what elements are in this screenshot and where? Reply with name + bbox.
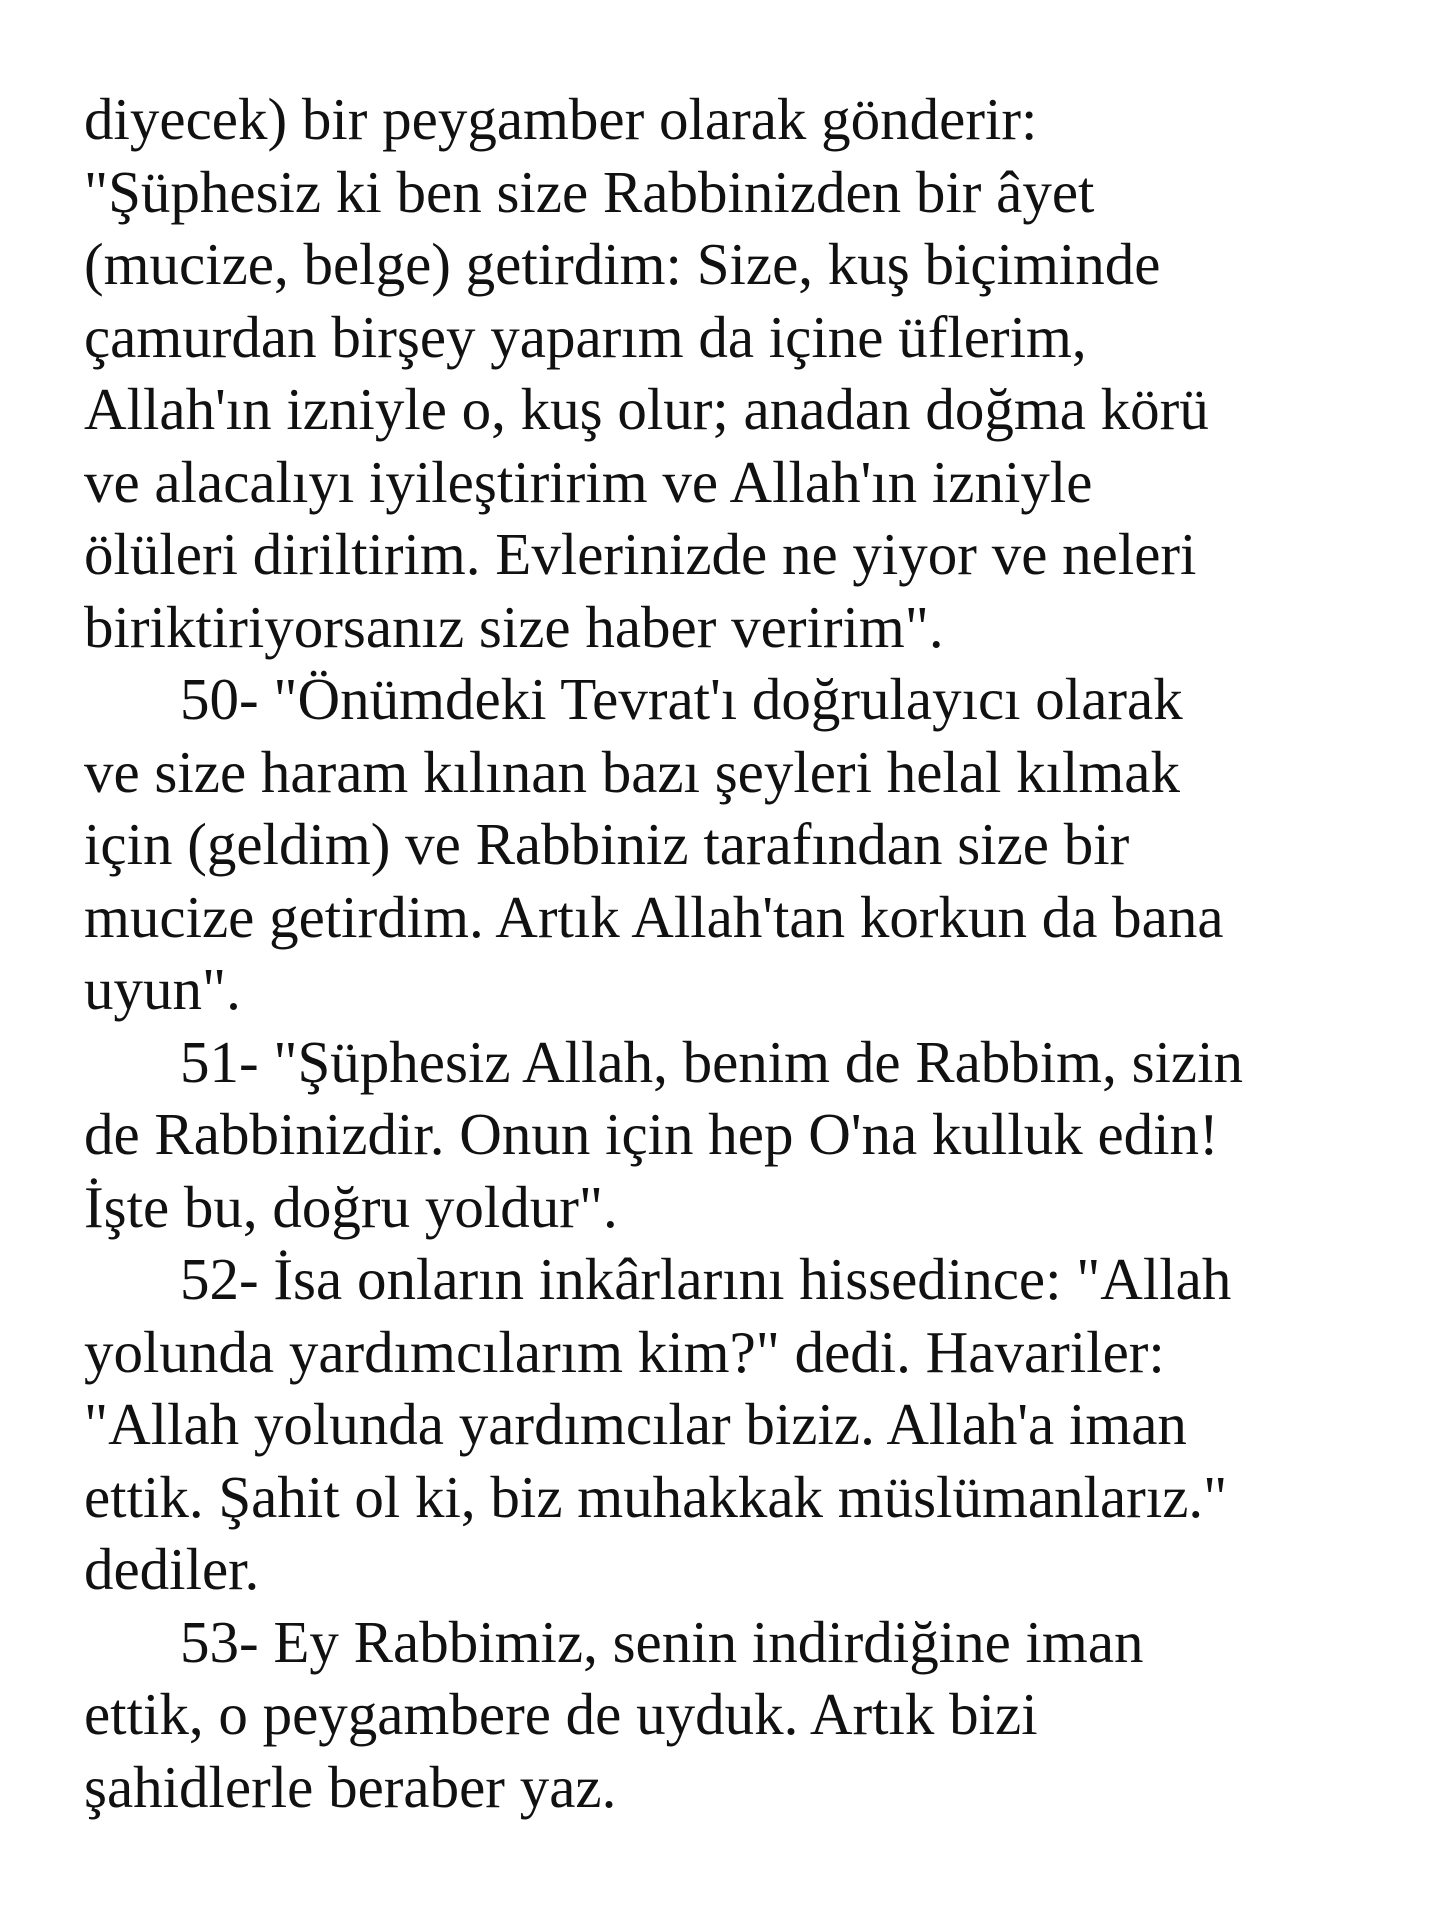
text-line: biriktiriyorsanız size haber veririm". <box>84 593 944 660</box>
text-line: çamurdan birşey yaparım da içine üflerim, <box>84 303 1087 370</box>
text-line: "Allah yolunda yardımcılar biziz. Allah'a iman <box>84 1391 1187 1457</box>
verse-50-start: 50- "Önümdeki Tevrat'ı doğrulayıcı olarak <box>180 666 1183 732</box>
verse-53-start: 53- Ey Rabbimiz, senin indirdiğine iman <box>180 1608 1144 1675</box>
verse-51-start: 51- "Şüphesiz Allah, benim de Rabbim, sizin <box>180 1028 1244 1095</box>
text-line: Allah'ın izniyle o, kuş olur; anadan doğma körü <box>84 376 1209 442</box>
text-line: "Şüphesiz ki ben size Rabbinizden bir âyet <box>84 158 1095 225</box>
text-line: ve size haram kılınan bazı şeyleri helal kılmak <box>84 738 1180 805</box>
text-line: ettik, o peygambere de uyduk. Artık bizi <box>84 1681 1038 1747</box>
text-line: (mucize, belge) getirdim: Size, kuş biçiminde <box>84 231 1161 297</box>
verse-52-start: 52- İsa onların inkârlarını hissedince: "Allah <box>180 1246 1232 1312</box>
text-line: de Rabbinizdir. Onun için hep O'na kulluk edin! <box>84 1101 1219 1167</box>
text-line: dediler. <box>84 1536 260 1602</box>
text-line: uyun". <box>84 956 241 1022</box>
text-line: diyecek) bir peygamber olarak gönderir: <box>84 86 1038 152</box>
text-line: ettik. Şahit ol ki, biz muhakkak müslümanlarız." <box>84 1463 1228 1530</box>
text-line: İşte bu, doğru yoldur". <box>84 1173 618 1240</box>
body-text <box>84 83 1384 1823</box>
text-line: şahidlerle beraber yaz. <box>84 1753 617 1820</box>
text-line: için (geldim) ve Rabbiniz tarafından size bir <box>84 811 1130 877</box>
text-line: yolunda yardımcılarım kim?" dedi. Havariler: <box>84 1318 1165 1385</box>
text-line: ve alacalıyı iyileştiririm ve Allah'ın izniyle <box>84 448 1093 515</box>
text-line: mucize getirdim. Artık Allah'tan korkun da bana <box>84 883 1224 950</box>
text-line: ölüleri diriltirim. Evlerinizde ne yiyor ve neleri <box>84 521 1197 587</box>
